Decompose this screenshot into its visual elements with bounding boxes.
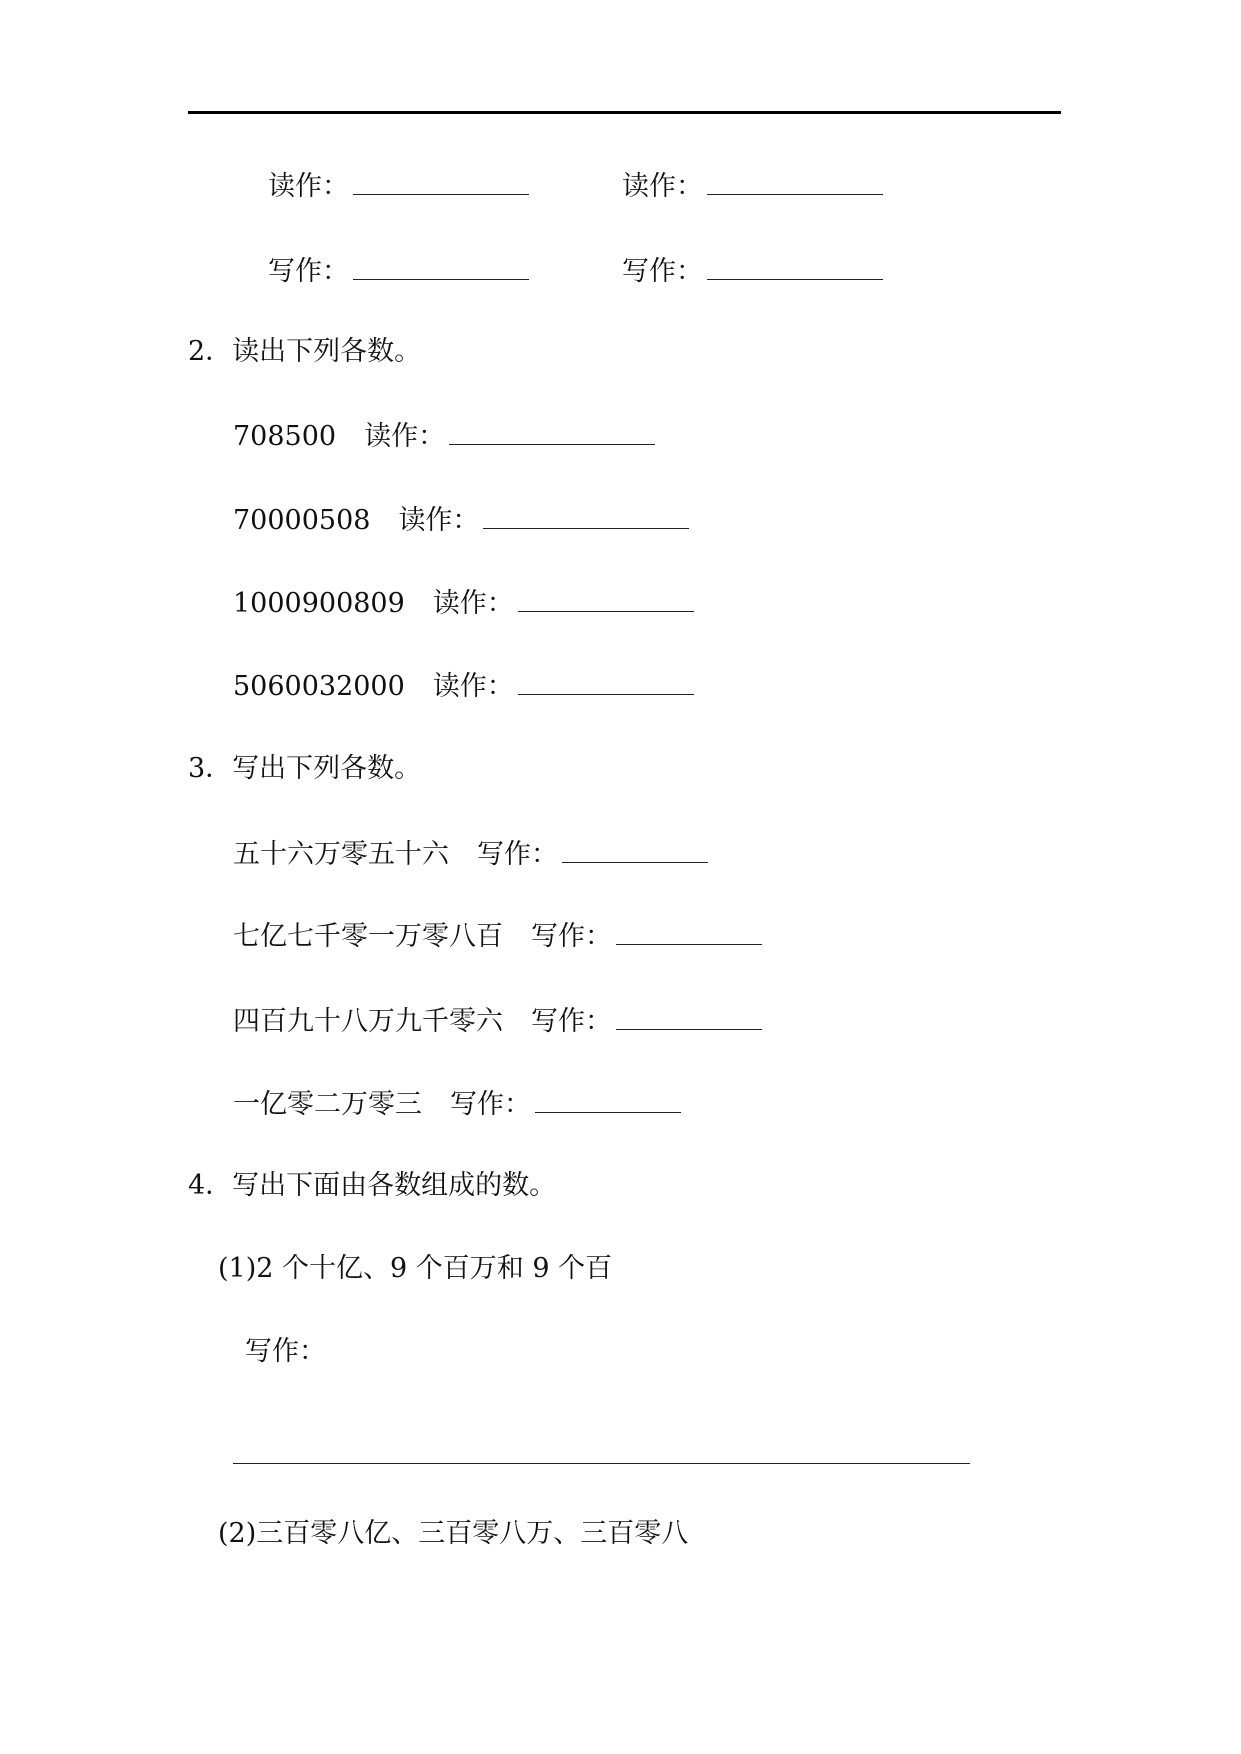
q2-item	[233, 585, 694, 621]
number: 5060032000	[233, 671, 405, 702]
number-words: 七亿七千零一万零八百	[233, 921, 503, 952]
q2-item	[233, 668, 694, 704]
number: 708500	[233, 421, 337, 452]
number: 70000508	[233, 505, 371, 536]
q4-sub2: (2)三百零八亿、三百零八万、三百零八	[218, 1518, 689, 1549]
write-row-1-right	[622, 253, 883, 289]
q3-item	[233, 918, 762, 954]
write-label: 写作：	[531, 1006, 612, 1037]
write-label: 写作：	[531, 921, 612, 952]
answer-blank[interactable]	[353, 253, 529, 280]
answer-blank[interactable]	[616, 918, 762, 945]
q3-title: 3．写出下列各数。	[188, 753, 422, 784]
read-label: 读作：	[268, 171, 349, 202]
read-label: 读作：	[432, 588, 514, 619]
q4-sub1-write-label: 写作：	[245, 1336, 326, 1367]
write-label: 写作：	[622, 256, 703, 287]
read-label: 读作：	[364, 421, 446, 452]
answer-blank[interactable]	[707, 168, 883, 195]
answer-blank[interactable]	[535, 1086, 681, 1113]
number-words: 一亿零二万零三	[233, 1089, 422, 1120]
q2-item	[233, 418, 655, 454]
q4-title: 4．写出下面由各数组成的数。	[188, 1170, 557, 1201]
read-label: 读作：	[432, 671, 514, 702]
write-row-1	[268, 253, 529, 289]
answer-blank[interactable]	[518, 585, 694, 612]
answer-blank[interactable]	[562, 836, 708, 863]
q2-title: 2．读出下列各数。	[188, 336, 422, 367]
write-label: 写作：	[477, 839, 558, 870]
number: 1000900809	[233, 588, 405, 619]
answer-blank[interactable]	[616, 1003, 762, 1030]
read-label: 读作：	[622, 171, 703, 202]
read-label: 读作：	[398, 505, 480, 536]
q2-item	[233, 502, 689, 538]
number-words: 五十六万零五十六	[233, 839, 449, 870]
answer-blank-long[interactable]	[233, 1463, 970, 1464]
header-rule	[188, 111, 1061, 114]
number-words: 四百九十八万九千零六	[233, 1006, 503, 1037]
q3-item	[233, 1086, 681, 1122]
q3-item	[233, 836, 708, 872]
read-row-1-right	[622, 168, 883, 204]
answer-blank[interactable]	[449, 418, 655, 445]
answer-blank[interactable]	[518, 668, 694, 695]
read-row-1	[268, 168, 529, 204]
answer-blank[interactable]	[353, 168, 529, 195]
q4-sub1: (1)2 个十亿、9 个百万和 9 个百	[218, 1253, 613, 1284]
answer-blank[interactable]	[707, 253, 883, 280]
answer-blank[interactable]	[483, 502, 689, 529]
q3-item	[233, 1003, 762, 1039]
write-label: 写作：	[268, 256, 349, 287]
write-label: 写作：	[450, 1089, 531, 1120]
